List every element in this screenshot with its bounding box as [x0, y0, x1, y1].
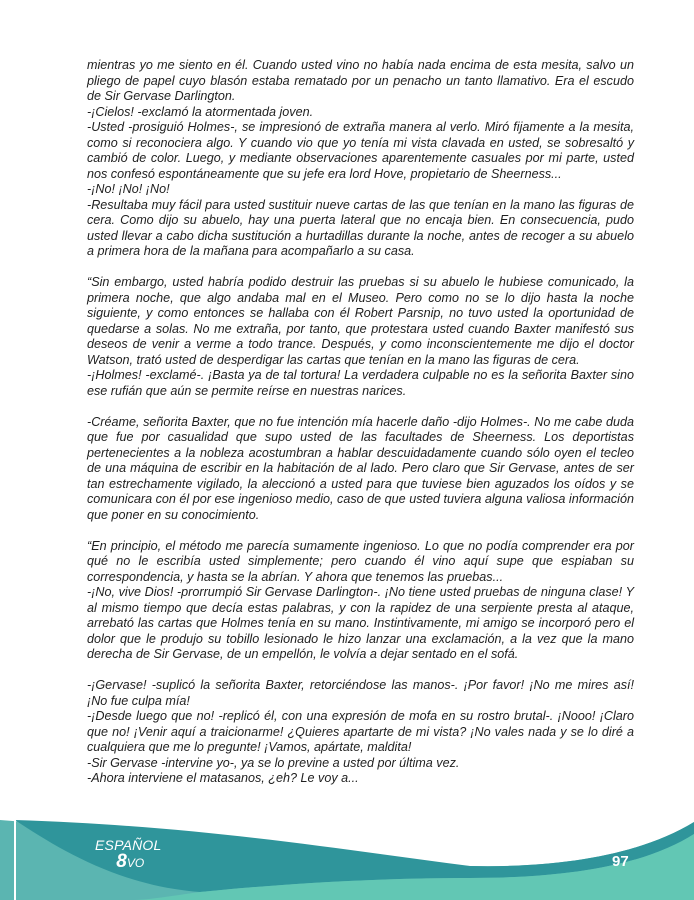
paragraph: -Créame, señorita Baxter, que no fue intención mía hacerle daño -dijo Holmes-. No me cabe duda que fue por casualidad que supo usted de las facultades de Sheerness. Los deportistas pertenecientes a la nobleza acostumbran a hablar descuidadamente cuando sólo oyen el tecleo de una máquina de escribir en la habitación de al lado. Pero claro que Sir Gervase, antes de ser tan estrechamente vigilado, la aleccionó a usted para que tuviese bien aguzados los oídos y se comunicara con él por ese ingenioso medio, caso de que usted tuviera alguna valiosa información que poner en su conocimiento.	[87, 414, 634, 522]
paragraph: -¡Cielos! -exclamó la atormentada joven.	[87, 104, 314, 119]
brand-grade	[95, 852, 162, 871]
paragraph: -¡No, vive Dios! -prorrumpió Sir Gervase Darlington-. ¡No tiene usted pruebas de ninguna clase! Y al mismo tiempo que decía estas palabras, y con la rapidez de una serpiente presta al ataque, arrebató las cartas que Holmes tenía en su mano. Instintivamente, mi amigo se incorporó pero el dolor que le produjo su tobillo lesionado le hizo lanzar una exclamación, a la vez que la mano derecha de Sir Gervase, de un empellón, le volvía a dejar sentado en el sofá.	[87, 585, 634, 661]
brand-grade-number: 8	[116, 851, 127, 872]
paragraph: -¡No! ¡No! ¡No!	[87, 182, 170, 196]
page-body-text	[87, 58, 634, 787]
paragraph: -¡Desde luego que no! -replicó él, con una expresión de mofa en su rostro brutal-. ¡Nooo! ¡Claro que no! ¡Venir aquí a traicionarme! ¿Quieres apartarte de mi vista? ¡No vales nada y se lo diré a cualquiera que me lo pregunte! ¡Vamos, apártate, maldita!	[87, 709, 634, 754]
brand-logo	[95, 838, 162, 871]
paragraph: -Sir Gervase -intervine yo-, ya se lo previne a usted por última vez.	[87, 755, 460, 770]
paragraph: -Usted -prosiguió Holmes-, se impresionó de extraña manera al verlo. Miró fijamente a la mesita, como si reconociera algo. Y cuando vio que yo tenía mi vista clavada en usted, se sobresaltó y cambió de color. Luego, y mediante observaciones aparentemente casuales por mi parte, usted nos confesó espontáneamente que su jefe era lord Hove, propietario de Sheerness...	[87, 120, 634, 181]
paragraph: “En principio, el método me parecía sumamente ingenioso. Lo que no podía comprender era por qué no le escribía usted simplemente; pero cuando él vino aquí supe que espiaban su correspondencia, y hasta se la abrían. Y ahora que tenemos las pruebas...	[87, 538, 634, 584]
paragraph: “Sin embargo, usted habría podido destruir las pruebas si su abuelo le hubiese comunicado, la primera noche, que algo andaba mal en el Museo. Pero como no se lo dijo hasta la noche siguiente, y como entonces se hallaba con él Robert Parsnip, no tuvo usted la oportunidad de quedarse a solas. No me extraña, por tanto, que protestara usted cuando Baxter manifestó sus deseos de venir a verme a todo trance. Después, y como inconscientemente me dijo el doctor Watson, trató usted de desperdigar las cartas que tenían en la mano las figuras de cera.	[87, 275, 634, 367]
paragraph: mientras yo me siento en él. Cuando usted vino no había nada encima de esta mesita, salvo un pliego de papel cuyo blasón estaba rematado por un penacho un tanto llamativo. Era el escudo de Sir Gervase Darlington.	[87, 58, 634, 103]
paragraph: -Ahora interviene el matasanos, ¿eh? Le voy a...	[87, 771, 359, 785]
brand-grade-suffix: VO	[126, 856, 145, 870]
brand-subject: ESPAÑOL	[95, 837, 162, 853]
page-number: 97	[612, 853, 629, 870]
paragraph: -¡Gervase! -suplicó la señorita Baxter, retorciéndose las manos-. ¡Por favor! ¡No me mires así! ¡No fue culpa mía!	[87, 678, 634, 708]
paragraph: -¡Holmes! -exclamé-. ¡Basta ya de tal tortura! La verdadera culpable no es la señorita Baxter sino ese rufián que aún se permite reírse en nuestras narices.	[87, 368, 634, 398]
paragraph: -Resultaba muy fácil para usted sustituir nueve cartas de las que tenían en la mano las figuras de cera. Como dijo su abuelo, hay una puerta lateral que no encaja bien. En consecuencia, pudo usted llevar a cabo dicha sustitución a hurtadillas durante la noche, antes de recoger a su abuelo a primera hora de la mañana para acompañarlo a su casa.	[87, 197, 634, 258]
